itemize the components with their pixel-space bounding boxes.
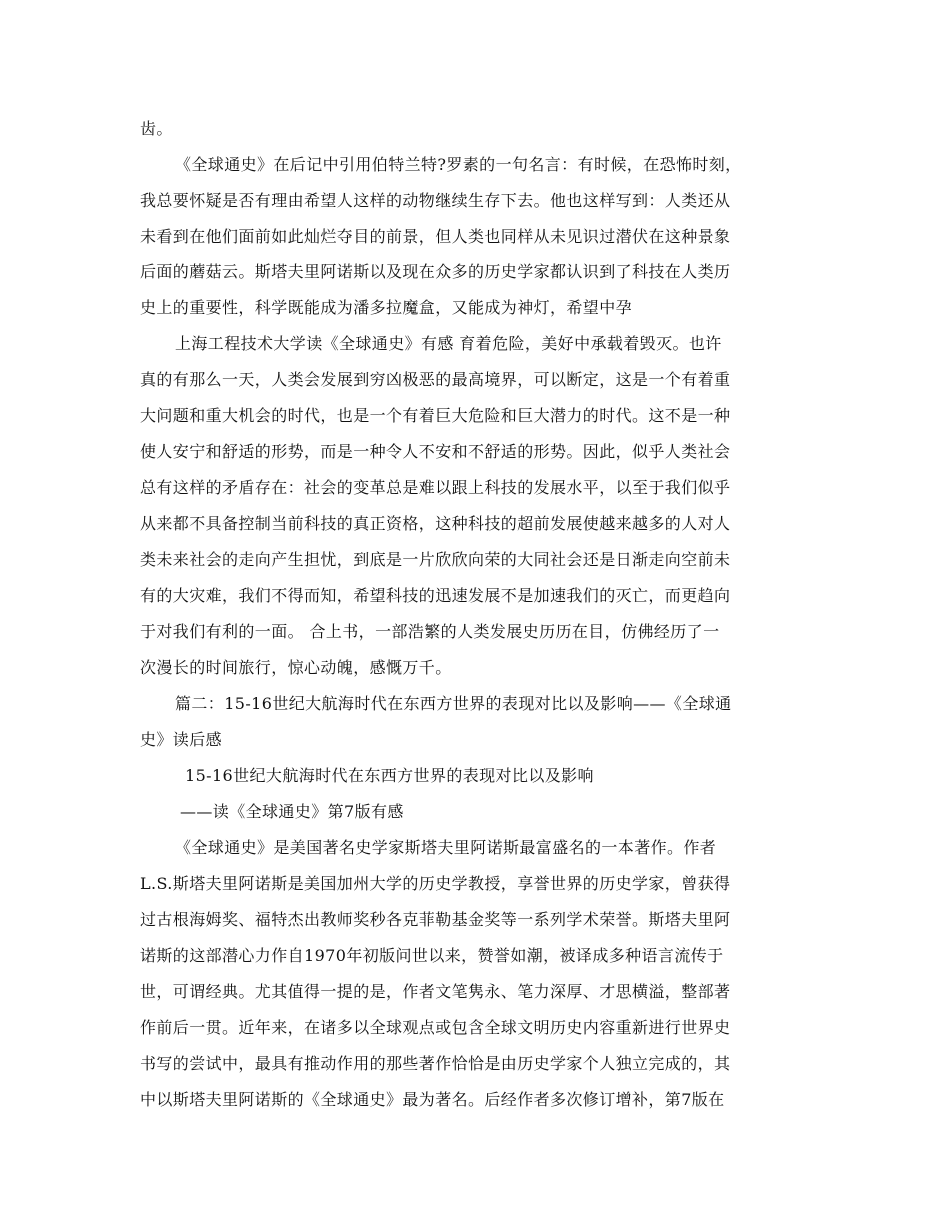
text-line: 诺斯的这部潜心力作自1970年初版问世以来，赞誉如潮，被译成多种语言流传于 (140, 946, 724, 965)
text-line: 中以斯塔夫里阿诺斯的《全球通史》最为著名。后经作者多次修订增补，第7版在 (140, 1090, 725, 1109)
article-title: 15-16世纪大航海时代在东西方世界的表现对比以及影响 (185, 766, 594, 785)
section-heading: 篇二：15-16世纪大航海时代在东西方世界的表现对比以及影响——《全球通 (175, 694, 732, 713)
article-subtitle: ——读《全球通史》第7版有感 (180, 802, 404, 821)
text-line: 齿。 (140, 119, 173, 138)
text-line: 我总要怀疑是否有理由希望人这样的动物继续生存下去。他也这样写到：人类还从 (140, 191, 731, 210)
text-line: 后面的蘑菇云。斯塔夫里阿诺斯以及现在众多的历史学家都认识到了科技在人类历 (140, 262, 731, 281)
text-line: 次漫长的时间旅行，惊心动魄，感慨万千。 (140, 658, 452, 677)
text-line: 史上的重要性，科学既能成为潘多拉魔盒，又能成为神灯，希望中孕 (140, 298, 633, 317)
text-line: 大问题和重大机会的时代，也是一个有着巨大危险和巨大潜力的时代。这不是一种 (140, 406, 731, 425)
text-line: 《全球通史》是美国著名史学家斯塔夫里阿诺斯最富盛名的一本著作。作者 (175, 838, 717, 857)
text-line: 作前后一贯。近年来，在诸多以全球观点或包含全球文明历史内容重新进行世界史 (140, 1018, 731, 1037)
text-line: 于对我们有利的一面。 合上书，一部浩繁的人类发展史历历在目，仿佛经历了一 (140, 622, 720, 641)
text-line: 真的有那么一天，人类会发展到穷凶极恶的最高境界，可以断定，这是一个有着重 (140, 370, 731, 389)
text-line: 从来都不具备控制当前科技的真正资格，这种科技的超前发展使越来越多的人对人 (140, 514, 731, 533)
text-line: 未看到在他们面前如此灿烂夺目的前景，但人类也同样从未见识过潜伏在这种景象 (140, 227, 731, 246)
text-line: 过古根海姆奖、福特杰出教师奖秒各克菲勒基金奖等一系列学术荣誉。斯塔夫里阿 (140, 910, 731, 929)
text-line: 有的大灾难，我们不得而知，希望科技的迅速发展不是加速我们的灭亡，而更趋向 (140, 586, 731, 605)
text-line: 《全球通史》在后记中引用伯特兰特?罗素的一句名言：有时候，在恐怖时刻， (175, 155, 742, 174)
text-line: 书写的尝试中，最具有推动作用的那些著作恰恰是由历史学家个人独立完成的，其 (140, 1054, 731, 1073)
text-line: 类未来社会的走向产生担忧，到底是一片欣欣向荣的大同社会还是日渐走向空前未 (140, 550, 731, 569)
section-heading: 史》读后感 (140, 730, 223, 749)
text-line: 上海工程技术大学读《全球通史》有感 育着危险，美好中承载着毁灭。也许 (175, 334, 722, 353)
text-line: 总有这样的矛盾存在：社会的变革总是难以跟上科技的发展水平，以至于我们似乎 (140, 478, 731, 497)
text-line: 世，可谓经典。尤其值得一提的是，作者文笔隽永、笔力深厚、才思横溢，整部著 (140, 982, 731, 1001)
text-line: 使人安宁和舒适的形势，而是一种令人不安和不舒适的形势。因此，似乎人类社会 (140, 442, 731, 461)
text-line: L.S.斯塔夫里阿诺斯是美国加州大学的历史学教授，享誉世界的历史学家，曾获得 (140, 874, 731, 893)
